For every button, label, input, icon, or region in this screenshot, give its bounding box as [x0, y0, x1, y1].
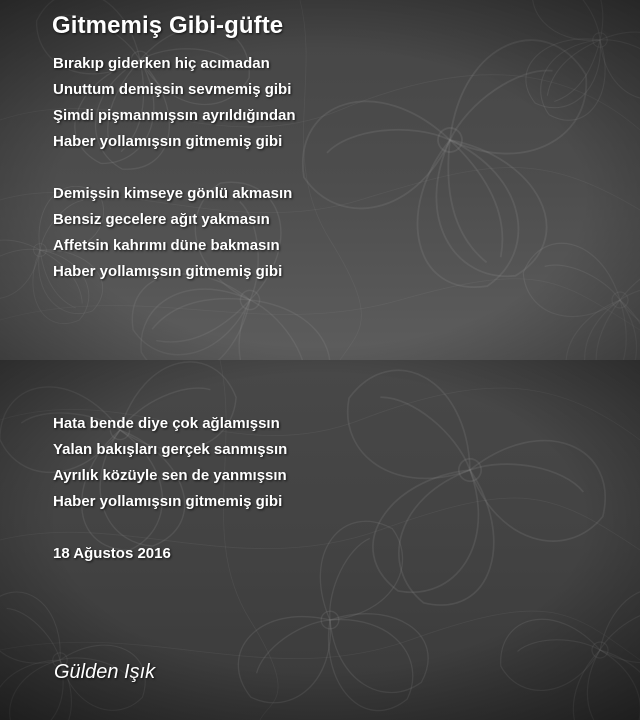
verse-line: Unuttum demişsin sevmemiş gibi [53, 81, 292, 98]
poem-author: Gülden Işık [54, 661, 156, 683]
verse-line: Demişsin kimseye gönlü akmasın [53, 185, 293, 202]
stanza-3 [53, 411, 287, 515]
verse-line: Bırakıp giderken hiç acımadan [53, 55, 270, 72]
verse-line: Yalan bakışları gerçek sanmışsın [53, 441, 288, 458]
verse-line: Haber yollamışsın gitmemiş gibi [53, 493, 283, 510]
verse-line: Haber yollamışsın gitmemiş gibi [53, 263, 283, 280]
verse-line: Şimdi pişmanmışsın ayrıldığından [53, 107, 296, 124]
stanza-1 [53, 51, 296, 155]
stanza-2 [53, 181, 292, 285]
verse-line: Affetsin kahrımı düne bakmasın [53, 237, 280, 254]
verse-line: Haber yollamışsın gitmemiş gibi [53, 133, 283, 150]
poem-title: Gitmemiş Gibi-güfte [52, 12, 284, 39]
verse-line: Ayrılık közüyle sen de yanmışsın [53, 467, 287, 484]
verse-line: Hata bende diye çok ağlamışsın [53, 415, 280, 432]
verse-line: Bensiz gecelere ağıt yakmasın [53, 211, 270, 228]
poem-date: 18 Ağustos 2016 [53, 545, 171, 562]
